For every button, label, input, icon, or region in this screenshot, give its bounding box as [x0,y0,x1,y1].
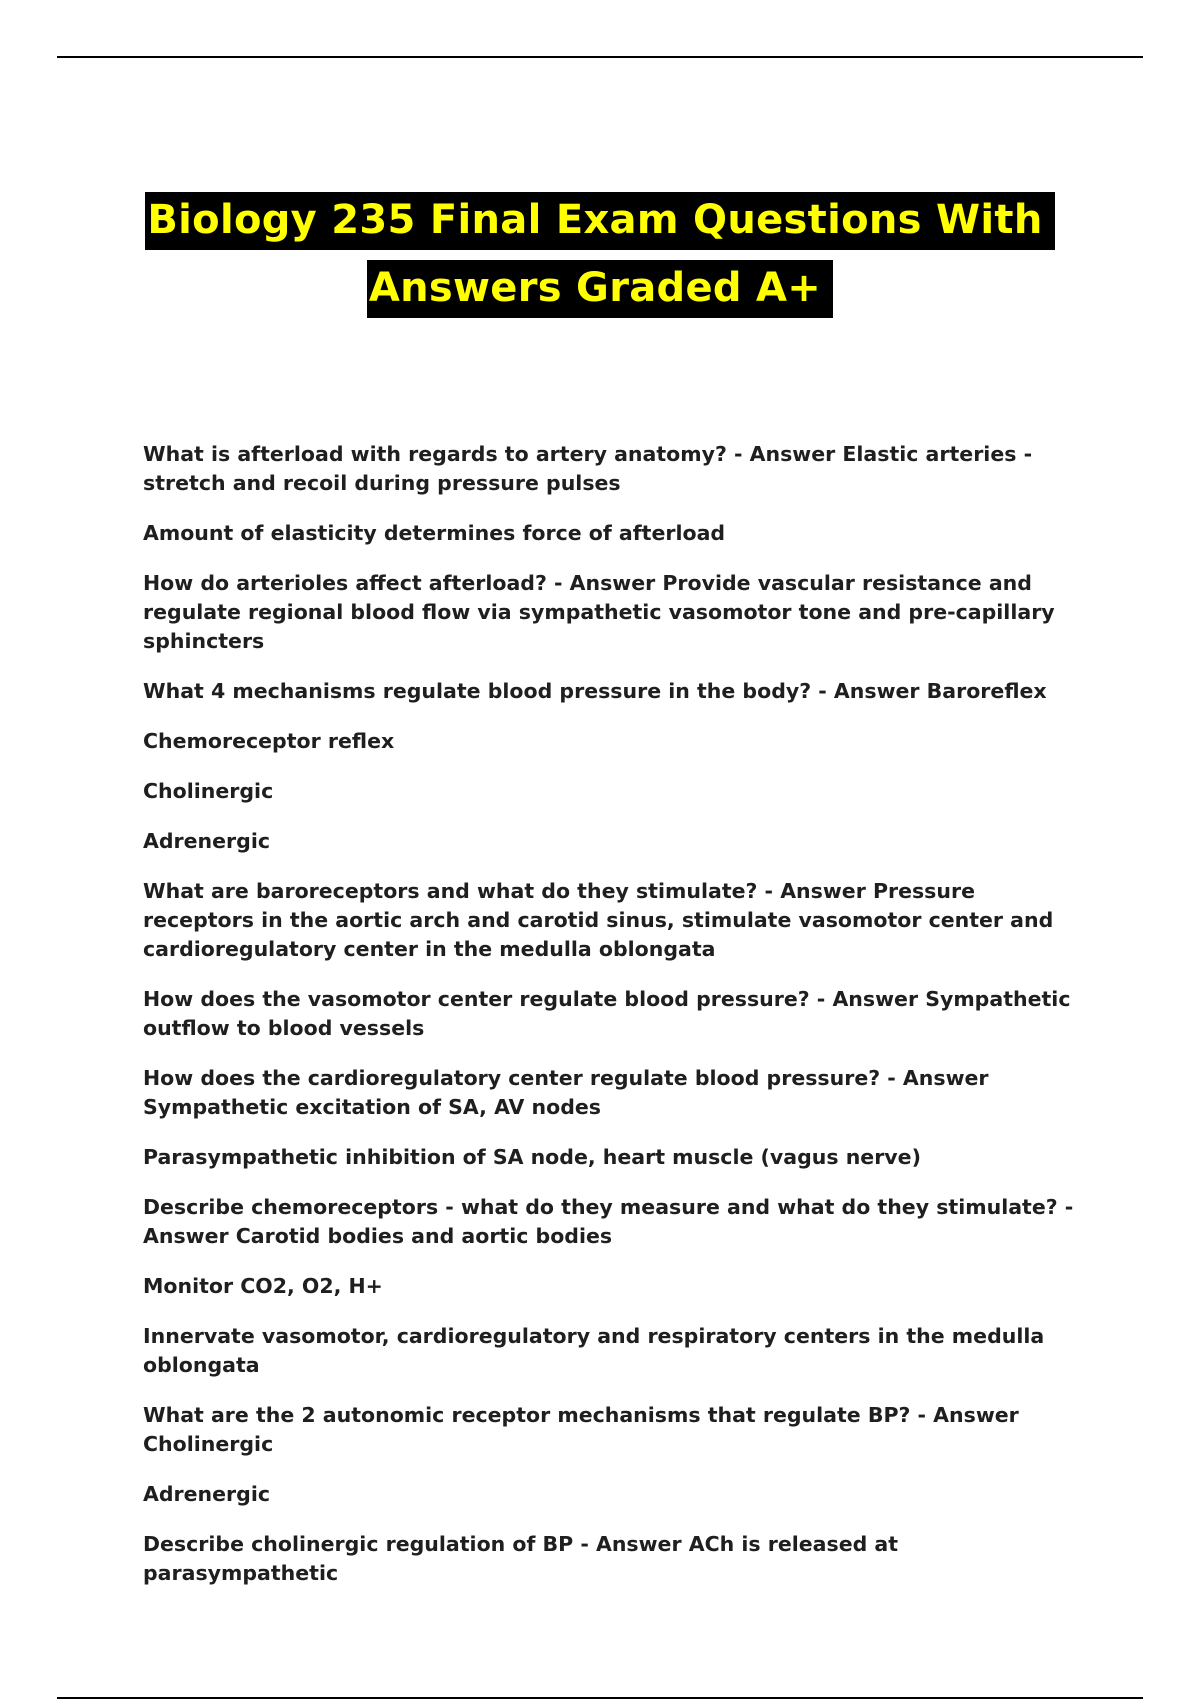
paragraph: What is afterload with regards to artery anatomy? - Answer Elastic arteries - stretch and recoil during pressure pulses [143,442,1033,495]
paragraph: Innervate vasomotor, cardioregulatory and respiratory centers in the medulla oblongata [143,1324,1045,1377]
paragraph: Cholinergic [143,779,274,803]
paragraph: What 4 mechanisms regulate blood pressure in the body? - Answer Baroreflex [143,679,1047,703]
title-line-2: Answers Graded A+ [367,260,833,318]
paragraph: What are baroreceptors and what do they stimulate? - Answer Pressure receptors in the aortic arch and carotid sinus, stimulate vasomotor center and cardioregulatory center in the medulla oblongata [143,879,1054,961]
paragraph: Adrenergic [143,1482,271,1506]
footer-rule [57,1697,1143,1699]
paragraph: Describe chemoreceptors - what do they measure and what do they stimulate? - Answer Carotid bodies and aortic bodies [143,1195,1074,1248]
document-title [0,192,1200,318]
paragraph: How does the vasomotor center regulate blood pressure? - Answer Sympathetic outflow to blood vessels [143,987,1071,1040]
paragraph: Chemoreceptor reflex [143,729,395,753]
paragraph: How do arterioles affect afterload? - Answer Provide vascular resistance and regulate regional blood flow via sympathetic vasomotor tone and pre-capillary sphincters [143,571,1055,653]
header-rule [57,56,1143,58]
paragraph: Describe cholinergic regulation of BP - Answer ACh is released at parasympathetic [143,1532,899,1585]
document-body [143,440,1088,1609]
paragraph: How does the cardioregulatory center regulate blood pressure? - Answer Sympathetic excitation of SA, AV nodes [143,1066,989,1119]
paragraph: Adrenergic [143,829,271,853]
paragraph: What are the 2 autonomic receptor mechanisms that regulate BP? - Answer Cholinergic [143,1403,1019,1456]
title-line-1: Biology 235 Final Exam Questions With [145,192,1054,250]
paragraph: Monitor CO2, O2, H+ [143,1274,383,1298]
paragraph: Amount of elasticity determines force of afterload [143,521,726,545]
paragraph: Parasympathetic inhibition of SA node, heart muscle (vagus nerve) [143,1145,921,1169]
